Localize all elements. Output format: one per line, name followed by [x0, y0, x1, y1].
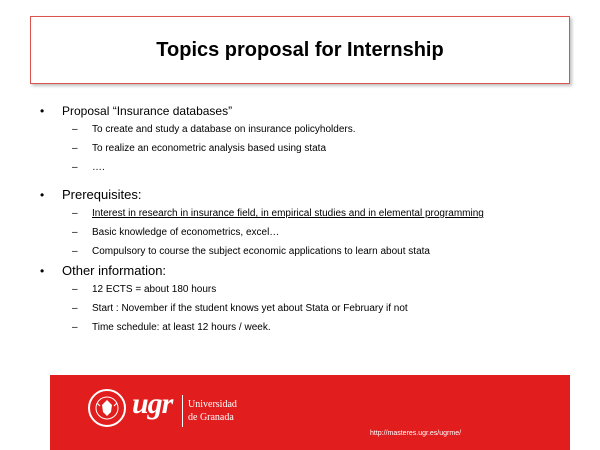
dash-icon: – [72, 322, 78, 333]
dash-icon: – [72, 162, 78, 173]
dash-icon: – [72, 143, 78, 154]
dash-icon: – [72, 124, 78, 135]
university-name-line2: de Granada [188, 412, 234, 423]
sub-list [40, 280, 570, 337]
list-item [72, 318, 570, 337]
section-heading: Proposal “Insurance databases” [62, 104, 233, 118]
list-item [72, 299, 570, 318]
section-heading-row [40, 104, 570, 118]
sub-list [40, 204, 570, 261]
list-item-text: Interest in research in insurance field, in empirical studies and in elemental programming [92, 208, 484, 219]
university-seal-icon [88, 389, 126, 427]
seal-emblem-icon [93, 394, 121, 422]
list-item [72, 158, 570, 177]
section-other-information [40, 263, 570, 337]
university-name-line1: Universidad [188, 399, 237, 410]
list-item-text: To realize an econometric analysis based using stata [92, 143, 327, 154]
list-item [72, 280, 570, 299]
section-proposal [40, 104, 570, 177]
list-item [72, 204, 570, 223]
section-heading: Prerequisites: [62, 187, 142, 202]
list-item-text: To create and study a database on insurance policyholders. [92, 124, 356, 135]
dash-icon: – [72, 284, 78, 295]
list-item [72, 242, 570, 261]
ugr-logo: ugr [132, 387, 173, 420]
list-item [72, 223, 570, 242]
bullet-icon: • [40, 264, 45, 278]
logo-divider [182, 395, 183, 427]
dash-icon: – [72, 303, 78, 314]
section-heading-row [40, 263, 570, 278]
footer-url-link[interactable]: http://masteres.ugr.es/ugrme/ [370, 430, 462, 437]
bullet-icon: • [40, 188, 45, 202]
list-item-text: …. [92, 162, 105, 173]
dash-icon: – [72, 246, 78, 257]
list-item [72, 139, 570, 158]
sub-list [40, 120, 570, 177]
dash-icon: – [72, 208, 78, 219]
list-item-text: 12 ECTS = about 180 hours [92, 284, 217, 295]
page-title: Topics proposal for Internship [156, 38, 444, 61]
section-heading: Other information: [62, 263, 167, 278]
slide-content [40, 104, 570, 337]
section-heading-row [40, 187, 570, 202]
section-prerequisites [40, 187, 570, 261]
list-item-text: Time schedule: at least 12 hours / week. [92, 322, 271, 333]
list-item [72, 120, 570, 139]
bullet-icon: • [40, 104, 45, 118]
title-box [30, 16, 570, 84]
footer-banner [50, 375, 570, 450]
list-item-text: Compulsory to course the subject economic applications to learn about stata [92, 246, 430, 257]
university-name [188, 398, 237, 424]
list-item-text: Basic knowledge of econometrics, excel… [92, 227, 280, 238]
list-item-text: Start : November if the student knows yet about Stata or February if not [92, 303, 408, 314]
dash-icon: – [72, 227, 78, 238]
